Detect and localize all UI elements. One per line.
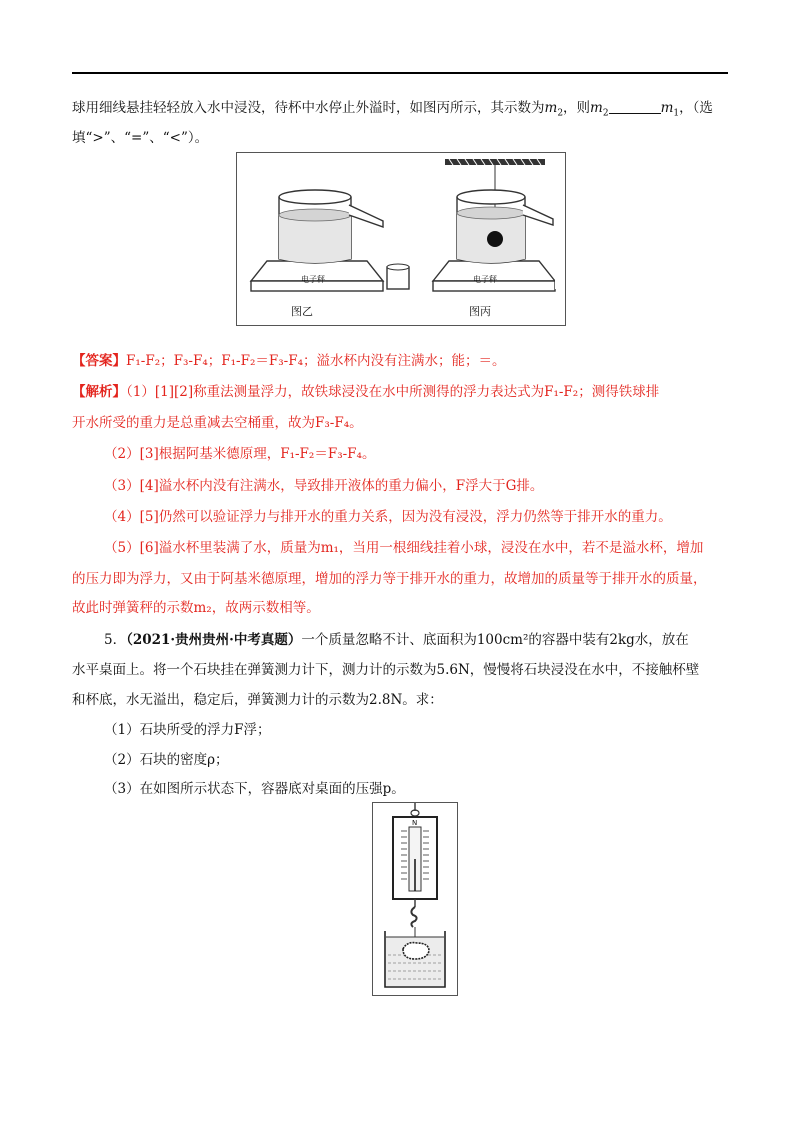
q5-sub3: （3）在如图所示状态下，容器底对桌面的压强p。 <box>104 781 405 797</box>
answer-blank <box>609 99 661 114</box>
analysis-line7: 的压力即为浮力，又由于阿基米德原理，增加的浮力等于排开水的重力，故增加的质量等于排开水的质量， <box>72 571 707 587</box>
figure-caption-bing: 图丙 <box>469 305 491 318</box>
analysis-line8: 故此时弹簧秤的示数m₂，故两示数相等。 <box>72 600 320 616</box>
overflow-cup-figure <box>236 152 566 326</box>
analysis-line1: 【解析】（1）[1][2]称重法测量浮力，故铁球浸没在水中所测得的浮力表达式为F₁-F₂；测得铁球排 <box>72 384 660 400</box>
analysis-line6: （5）[6]溢水杯里装满了水，质量为m₁，当用一根细线挂着小球，浸没在水中，若不是溢水杯，增加 <box>104 540 704 556</box>
q5-sub1: （1）石块所受的浮力F浮； <box>104 722 271 738</box>
q5-sub2: （2）石块的密度ρ； <box>104 752 229 768</box>
scale-label-left: 电子秤 <box>301 275 325 284</box>
q5-line3: 和杯底，水无溢出，稳定后，弹簧测力计的示数为2.8N。求： <box>72 692 443 708</box>
analysis-line5: （4）[5]仍然可以验证浮力与排开水的重力关系，因为没有浸没，浮力仍然等于排开水的重力。 <box>104 509 672 525</box>
answer-line: 【答案】F₁-F₂；F₃-F₄；F₁-F₂＝F₃-F₄；溢水杯内没有注满水；能；＝。 <box>72 353 506 369</box>
header-rule <box>72 72 728 74</box>
analysis-line2: 开水所受的重力是总重减去空桶重，故为F₃-F₄。 <box>72 415 363 431</box>
analysis-line4: （3）[4]溢水杯内没有注满水，导致排开液体的重力偏小，F浮大于G排。 <box>104 478 544 494</box>
overflow-cup-diagram <box>237 153 565 325</box>
q5-line1: 5．（2021·贵州贵州·中考真题）一个质量忽略不计、底面积为100cm²的容器中装有2kg水，放在 <box>104 632 689 648</box>
q5-line2: 水平桌面上。将一个石块挂在弹簧测力计下，测力计的示数为5.6N，慢慢将石块浸没在水中，不接触杯壁 <box>72 662 700 678</box>
q4-tail-line1: 球用细线悬挂轻轻放入水中浸没，待杯中水停止外溢时，如图丙所示，其示数为$m_2$，则$m_2$ $m_1$，（选 <box>72 100 713 119</box>
spring-scale-figure <box>372 802 458 996</box>
scale-label-right: 电子秤 <box>473 275 497 284</box>
scale-unit-label: N <box>412 819 418 827</box>
spring-scale-diagram <box>373 803 457 995</box>
analysis-line3: （2）[3]根据阿基米德原理，F₁-F₂＝F₃-F₄。 <box>104 446 376 462</box>
figure-caption-yi: 图乙 <box>291 305 313 318</box>
q4-tail-line2: 填“>”、“=”、“<”）。 <box>72 130 209 146</box>
